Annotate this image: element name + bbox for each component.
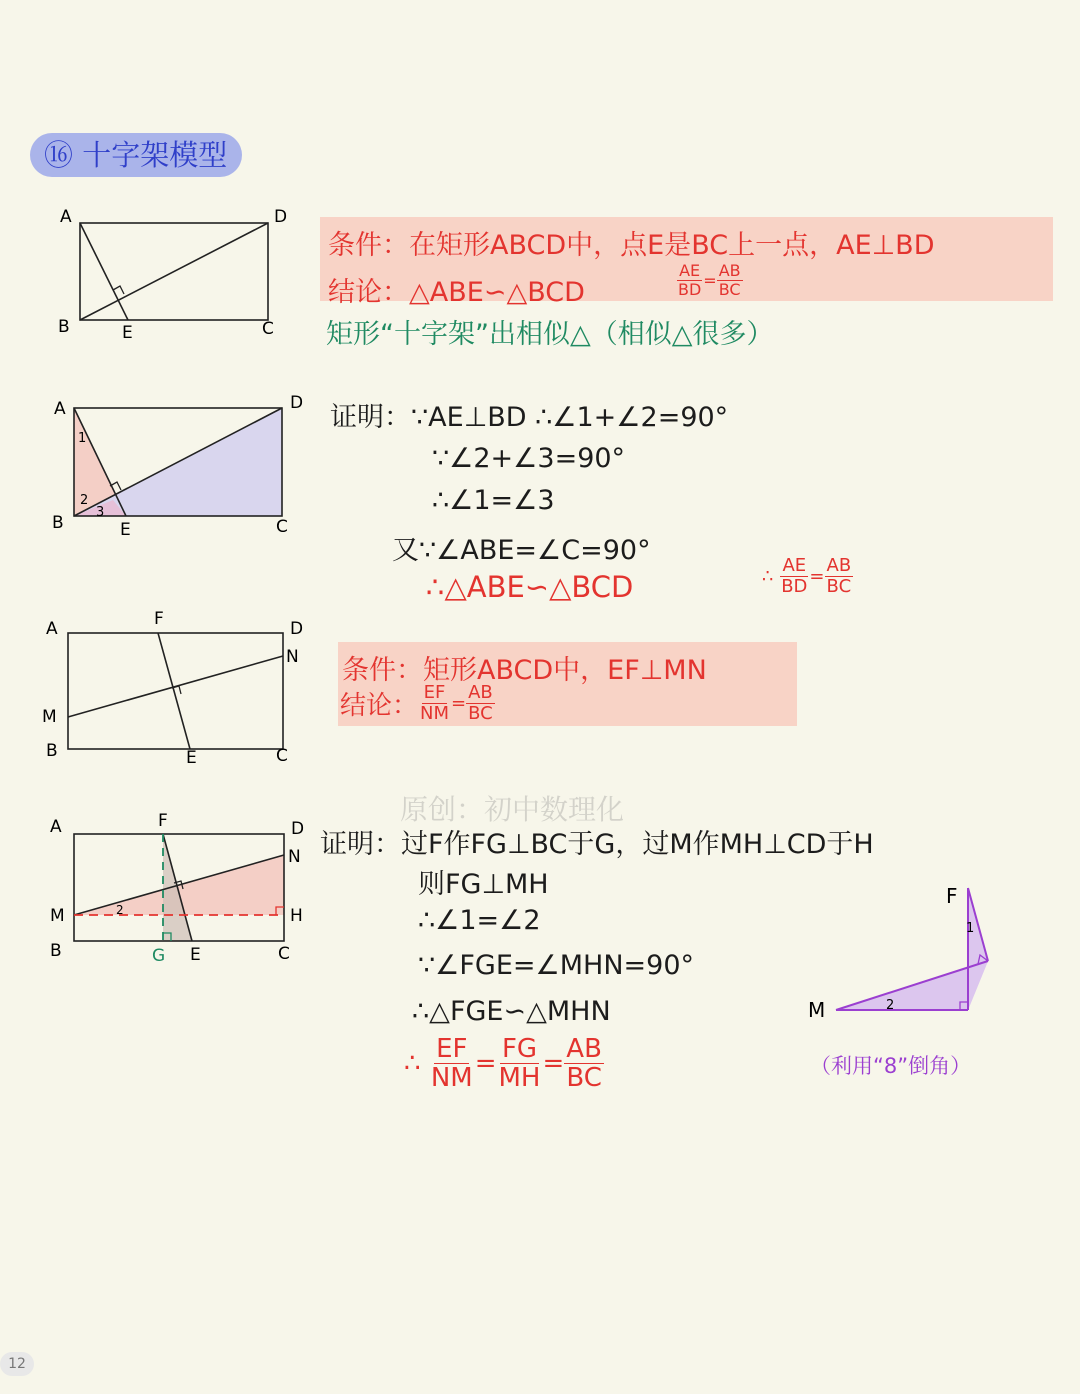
label-E: E	[122, 323, 133, 343]
proof2-line1: 证明：过F作FG⊥BC于G，过M作MH⊥CD于H	[320, 829, 874, 860]
proof1-ratio: ∴ $\frac{AE}{BD}$ = $\frac{AB}{BC}$	[762, 555, 852, 597]
proof1-line3: ∴∠1=∠3	[432, 485, 555, 516]
label-E: E	[190, 945, 201, 965]
label-C: C	[276, 517, 288, 537]
label-E: E	[120, 520, 131, 540]
figure-1-rectangle	[40, 200, 310, 350]
conclusion-2: 结论： $\frac{EF}{NM}$ = $\frac{AB}{BC}$	[340, 682, 493, 724]
label-B: B	[52, 513, 64, 533]
label-M: M	[808, 998, 826, 1022]
label-C: C	[262, 319, 274, 339]
proof2-line4: ∵∠FGE=∠MHN=90°	[418, 950, 694, 981]
proof1-line1: 证明：∵AE⊥BD ∴∠1+∠2=90°	[330, 402, 729, 433]
label-C: C	[278, 944, 290, 964]
figure-2-rectangle-shaded	[40, 390, 310, 540]
label-E: E	[186, 748, 197, 768]
watermark: 原创：初中数理化	[400, 793, 625, 826]
angle-label-1: 1	[966, 921, 975, 936]
proof1-line4: 又∵∠ABE=∠C=90°	[392, 535, 651, 566]
angle-label-2: 2	[116, 903, 124, 917]
page-number-badge: 12	[0, 1352, 34, 1376]
condition-1: 条件：在矩形ABCD中，点E是BC上一点，AE⊥BD	[328, 230, 935, 261]
label-H: H	[290, 906, 303, 926]
label-C: C	[276, 746, 288, 766]
angle-label-2: 2	[886, 998, 895, 1013]
label-F: F	[154, 609, 164, 629]
proof1-line5: ∴△ABE∽△BCD	[426, 570, 634, 604]
label-D: D	[290, 619, 304, 639]
figure-4-rectangle-auxiliary	[40, 808, 315, 973]
condition-2: 条件：矩形ABCD中，EF⊥MN	[342, 655, 707, 686]
conclusion-1: 结论：△ABE∽△BCD	[328, 277, 585, 308]
label-B: B	[58, 317, 70, 337]
label-M: M	[50, 906, 65, 926]
angle-label-2: 2	[80, 493, 89, 508]
label-M: M	[42, 707, 57, 727]
angle-label-3: 3	[96, 505, 105, 520]
label-B: B	[46, 741, 58, 761]
figure-3-rectangle-cross	[40, 606, 310, 771]
note-angle-chasing: （利用“8”倒角）	[810, 1054, 972, 1078]
label-D: D	[274, 207, 288, 227]
label-F: F	[158, 811, 168, 831]
label-F: F	[946, 884, 958, 908]
proof2-line3: ∴∠1=∠2	[418, 905, 541, 936]
note-cross-model: 矩形“十字架”出相似△（相似△很多）	[326, 319, 774, 350]
figure-5-angle-chasing	[800, 875, 1010, 1025]
label-A: A	[50, 817, 62, 837]
angle-label-1: 1	[78, 431, 87, 446]
label-D: D	[290, 393, 304, 413]
proof2-ratio: ∴ $\frac{EF}{NM}$ = $\frac{FG}{MH}$ = $\frac{AB}{BC}$	[404, 1034, 602, 1093]
label-G: G	[152, 946, 166, 966]
label-A: A	[54, 399, 66, 419]
label-N: N	[286, 647, 299, 667]
label-D: D	[291, 819, 305, 839]
label-A: A	[46, 619, 58, 639]
proof2-line5: ∴△FGE∽△MHN	[412, 996, 611, 1027]
label-B: B	[50, 941, 62, 961]
section-title: ⑯ 十字架模型	[30, 133, 242, 177]
conclusion-1-ratio: $\frac{AE}{BD}$ = $\frac{AB}{BC}$	[678, 261, 741, 299]
label-A: A	[60, 207, 72, 227]
proof1-line2: ∵∠2+∠3=90°	[432, 443, 626, 474]
label-N: N	[288, 847, 301, 867]
proof2-line2: 则FG⊥MH	[418, 869, 549, 900]
